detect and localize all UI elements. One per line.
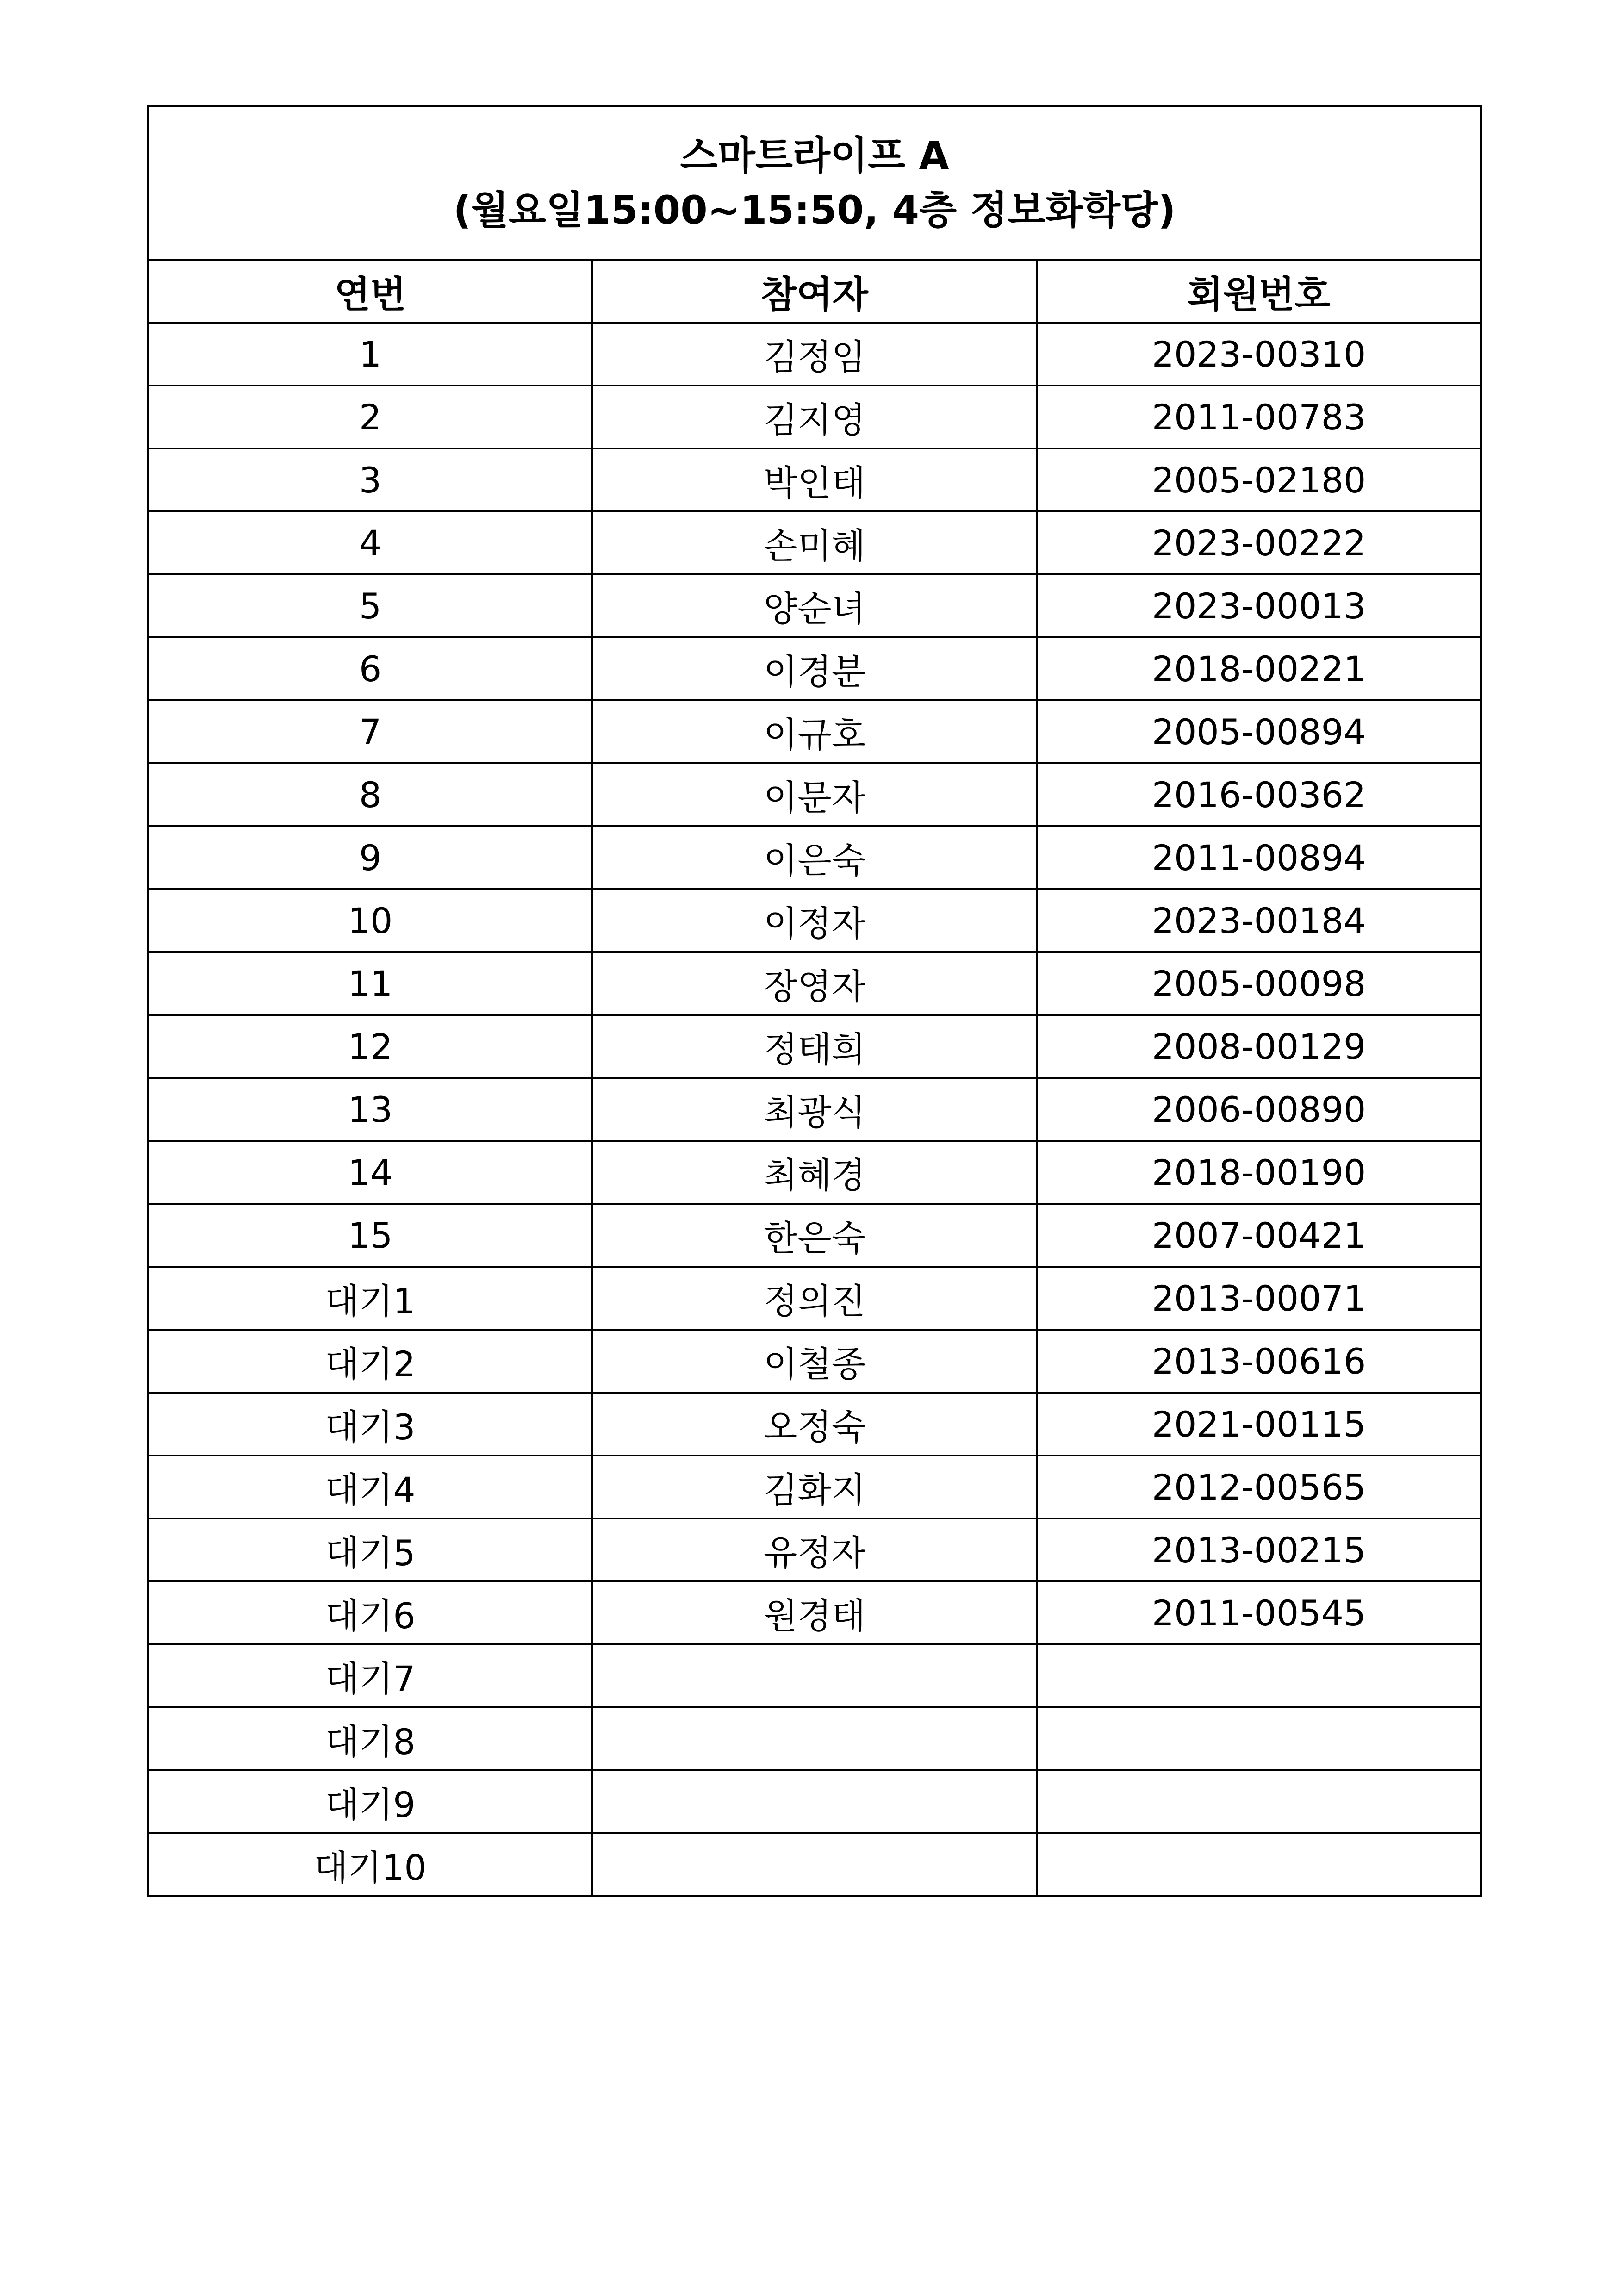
row-number-cell: 1 — [148, 323, 592, 386]
table-row — [148, 1518, 1481, 1581]
row-number-cell: 8 — [148, 763, 592, 826]
row-number-cell: 3 — [148, 448, 592, 511]
row-number-cell: 4 — [148, 511, 592, 574]
table-row — [148, 1078, 1481, 1141]
participant-name-cell: 이문자 — [592, 763, 1037, 826]
participant-name-cell: 이규호 — [592, 700, 1037, 763]
row-number-cell: 대기8 — [148, 1707, 592, 1770]
member-id-cell: 2021-00115 — [1037, 1393, 1481, 1456]
participant-name-cell — [592, 1644, 1037, 1707]
participant-name-cell: 양순녀 — [592, 574, 1037, 637]
participant-name-cell: 김지영 — [592, 386, 1037, 448]
table-row — [148, 1456, 1481, 1518]
member-id-cell: 2011-00783 — [1037, 386, 1481, 448]
row-number-cell: 2 — [148, 386, 592, 448]
table-row — [148, 574, 1481, 637]
table-row — [148, 826, 1481, 889]
table-row — [148, 323, 1481, 386]
table-row — [148, 386, 1481, 448]
member-id-cell — [1037, 1833, 1481, 1896]
row-number-cell: 대기6 — [148, 1581, 592, 1644]
member-id-cell: 2018-00190 — [1037, 1141, 1481, 1204]
participant-name-cell: 이경분 — [592, 637, 1037, 700]
row-number-cell: 14 — [148, 1141, 592, 1204]
row-number-cell: 9 — [148, 826, 592, 889]
column-header-member-id: 회원번호 — [1037, 260, 1481, 323]
participant-name-cell: 정의진 — [592, 1267, 1037, 1330]
table-row — [148, 1581, 1481, 1644]
table-row — [148, 1707, 1481, 1770]
table-row — [148, 1015, 1481, 1078]
row-number-cell: 6 — [148, 637, 592, 700]
participant-name-cell — [592, 1770, 1037, 1833]
member-id-cell: 2016-00362 — [1037, 763, 1481, 826]
member-id-cell — [1037, 1644, 1481, 1707]
row-number-cell: 대기10 — [148, 1833, 592, 1896]
column-header-participant: 참여자 — [592, 260, 1037, 323]
member-id-cell: 2005-02180 — [1037, 448, 1481, 511]
member-id-cell: 2005-00894 — [1037, 700, 1481, 763]
row-number-cell: 12 — [148, 1015, 592, 1078]
table-row — [148, 763, 1481, 826]
table-row — [148, 700, 1481, 763]
participant-name-cell: 이은숙 — [592, 826, 1037, 889]
table-body — [148, 323, 1481, 1896]
member-id-cell: 2006-00890 — [1037, 1078, 1481, 1141]
participant-name-cell: 이정자 — [592, 889, 1037, 952]
member-id-cell: 2005-00098 — [1037, 952, 1481, 1015]
participant-name-cell — [592, 1833, 1037, 1896]
member-id-cell: 2018-00221 — [1037, 637, 1481, 700]
participant-name-cell — [592, 1707, 1037, 1770]
table-row — [148, 952, 1481, 1015]
header-row — [148, 260, 1481, 323]
row-number-cell: 대기2 — [148, 1330, 592, 1393]
member-id-cell: 2023-00013 — [1037, 574, 1481, 637]
row-number-cell: 대기1 — [148, 1267, 592, 1330]
participant-name-cell: 정태희 — [592, 1015, 1037, 1078]
table-row — [148, 1393, 1481, 1456]
member-id-cell: 2013-00071 — [1037, 1267, 1481, 1330]
participant-name-cell: 장영자 — [592, 952, 1037, 1015]
member-id-cell: 2023-00184 — [1037, 889, 1481, 952]
member-id-cell — [1037, 1707, 1481, 1770]
row-number-cell: 5 — [148, 574, 592, 637]
row-number-cell: 대기3 — [148, 1393, 592, 1456]
row-number-cell: 대기7 — [148, 1644, 592, 1707]
member-id-cell: 2023-00310 — [1037, 323, 1481, 386]
table-row — [148, 1204, 1481, 1267]
row-number-cell: 대기4 — [148, 1456, 592, 1518]
member-id-cell: 2013-00616 — [1037, 1330, 1481, 1393]
table-row — [148, 1267, 1481, 1330]
member-id-cell — [1037, 1770, 1481, 1833]
participant-name-cell: 김정임 — [592, 323, 1037, 386]
row-number-cell: 15 — [148, 1204, 592, 1267]
table-title — [148, 106, 1481, 260]
table-row — [148, 1833, 1481, 1896]
member-id-cell: 2011-00894 — [1037, 826, 1481, 889]
member-id-cell: 2007-00421 — [1037, 1204, 1481, 1267]
column-header-no: 연번 — [148, 260, 592, 323]
row-number-cell: 대기9 — [148, 1770, 592, 1833]
member-id-cell: 2023-00222 — [1037, 511, 1481, 574]
row-number-cell: 대기5 — [148, 1518, 592, 1581]
row-number-cell: 13 — [148, 1078, 592, 1141]
table-row — [148, 1141, 1481, 1204]
row-number-cell: 7 — [148, 700, 592, 763]
table-row — [148, 889, 1481, 952]
member-id-cell: 2008-00129 — [1037, 1015, 1481, 1078]
member-id-cell: 2011-00545 — [1037, 1581, 1481, 1644]
row-number-cell: 11 — [148, 952, 592, 1015]
table-row — [148, 448, 1481, 511]
title-line-1: 스마트라이프 A — [680, 133, 949, 178]
table-row — [148, 1330, 1481, 1393]
table-row — [148, 511, 1481, 574]
participant-name-cell: 박인태 — [592, 448, 1037, 511]
participant-name-cell: 원경태 — [592, 1581, 1037, 1644]
participant-name-cell: 이철종 — [592, 1330, 1037, 1393]
participant-name-cell: 오정숙 — [592, 1393, 1037, 1456]
participant-name-cell: 최광식 — [592, 1078, 1037, 1141]
table-row — [148, 1644, 1481, 1707]
participant-name-cell: 유정자 — [592, 1518, 1037, 1581]
row-number-cell: 10 — [148, 889, 592, 952]
participant-name-cell: 김화지 — [592, 1456, 1037, 1518]
participant-name-cell: 손미혜 — [592, 511, 1037, 574]
title-row — [148, 106, 1481, 260]
participant-table — [147, 105, 1482, 1897]
member-id-cell: 2012-00565 — [1037, 1456, 1481, 1518]
member-id-cell: 2013-00215 — [1037, 1518, 1481, 1581]
participant-name-cell: 한은숙 — [592, 1204, 1037, 1267]
table-row — [148, 1770, 1481, 1833]
participant-name-cell: 최혜경 — [592, 1141, 1037, 1204]
table-row — [148, 637, 1481, 700]
title-line-2: (월요일15:00~15:50, 4층 정보화학당) — [453, 187, 1176, 233]
